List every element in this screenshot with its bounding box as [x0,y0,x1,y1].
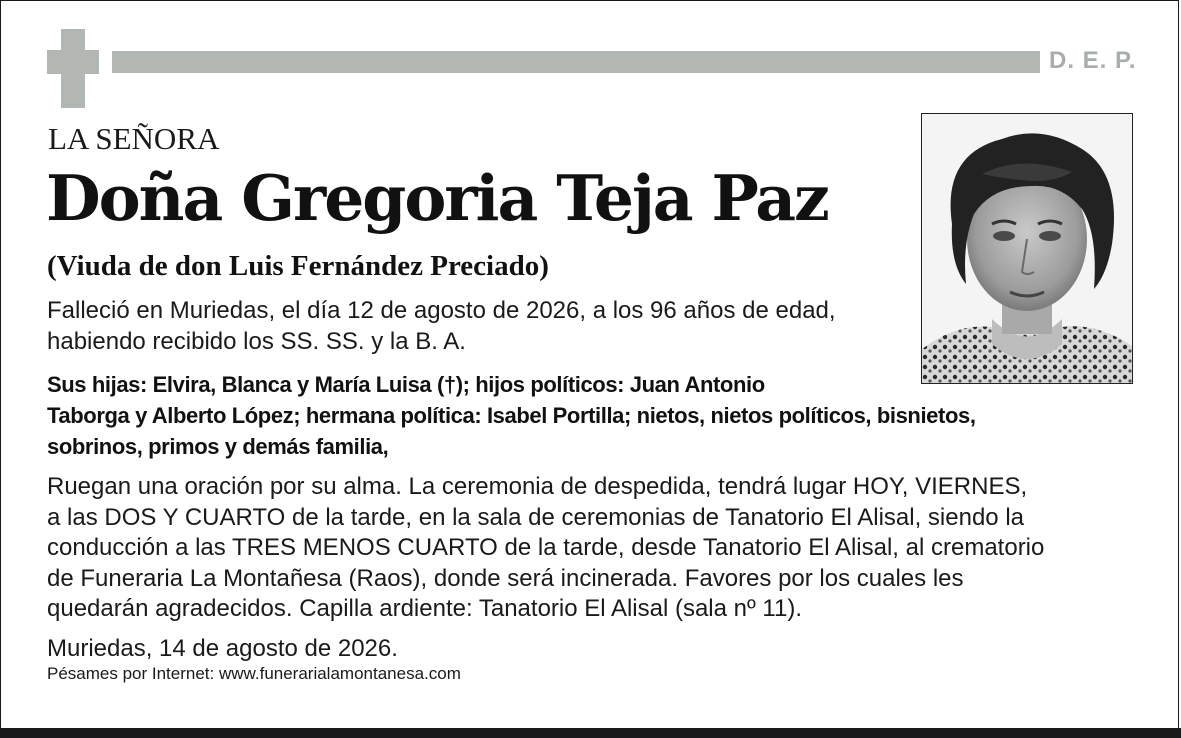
portrait-photo [921,113,1133,384]
family-line: Sus hijas: Elvira, Blanca y María Luisa (†); hijos políticos: Juan Antonio [47,372,765,397]
bottom-border [0,728,1181,738]
widow-of-line: (Viuda de don Luis Fernández Preciado) [47,250,549,282]
place-date: Muriedas, 14 de agosto de 2026. [47,635,398,662]
family-line: Taborga y Alberto López; hermana política: Isabel Portilla; nietos, nietos políticos, bisnietos, [47,403,976,428]
web-condolences: Pésames por Internet: www.funerarialamontanesa.com [47,664,461,683]
ceremony-line: a las DOS Y CUARTO de la tarde, en la sala de ceremonias de Tanatorio El Alisal, siendo la [47,503,1024,531]
ceremony-line: de Funeraria La Montañesa (Raos), donde será incinerada. Favores por los cuales les [47,564,964,592]
death-line: Falleció en Muriedas, el día 12 de agosto de 2026, a los 96 años de edad, [47,297,836,324]
header-rule [112,51,1040,73]
death-line: habiendo recibido los SS. SS. y la B. A. [47,327,466,355]
honorific-prefix: LA SEÑORA [48,121,220,156]
ceremony-paragraph [47,472,1157,625]
deceased-name: Doña Gregoria Teja Paz [46,161,828,235]
ceremony-line: Ruegan una oración por su alma. La ceremonia de despedida, tendrá lugar HOY, VIERNES, [47,473,1028,500]
ceremony-line: conducción a las TRES MENOS CUARTO de la tarde, desde Tanatorio El Alisal, al crematorio [47,534,1045,561]
ceremony-line: quedarán agradecidos. Capilla ardiente: Tanatorio El Alisal (sala nº 11). [47,595,803,622]
dep-label: D. E. P. [1049,47,1137,74]
family-line: sobrinos, primos y demás familia, [47,434,389,459]
death-paragraph [47,296,927,357]
